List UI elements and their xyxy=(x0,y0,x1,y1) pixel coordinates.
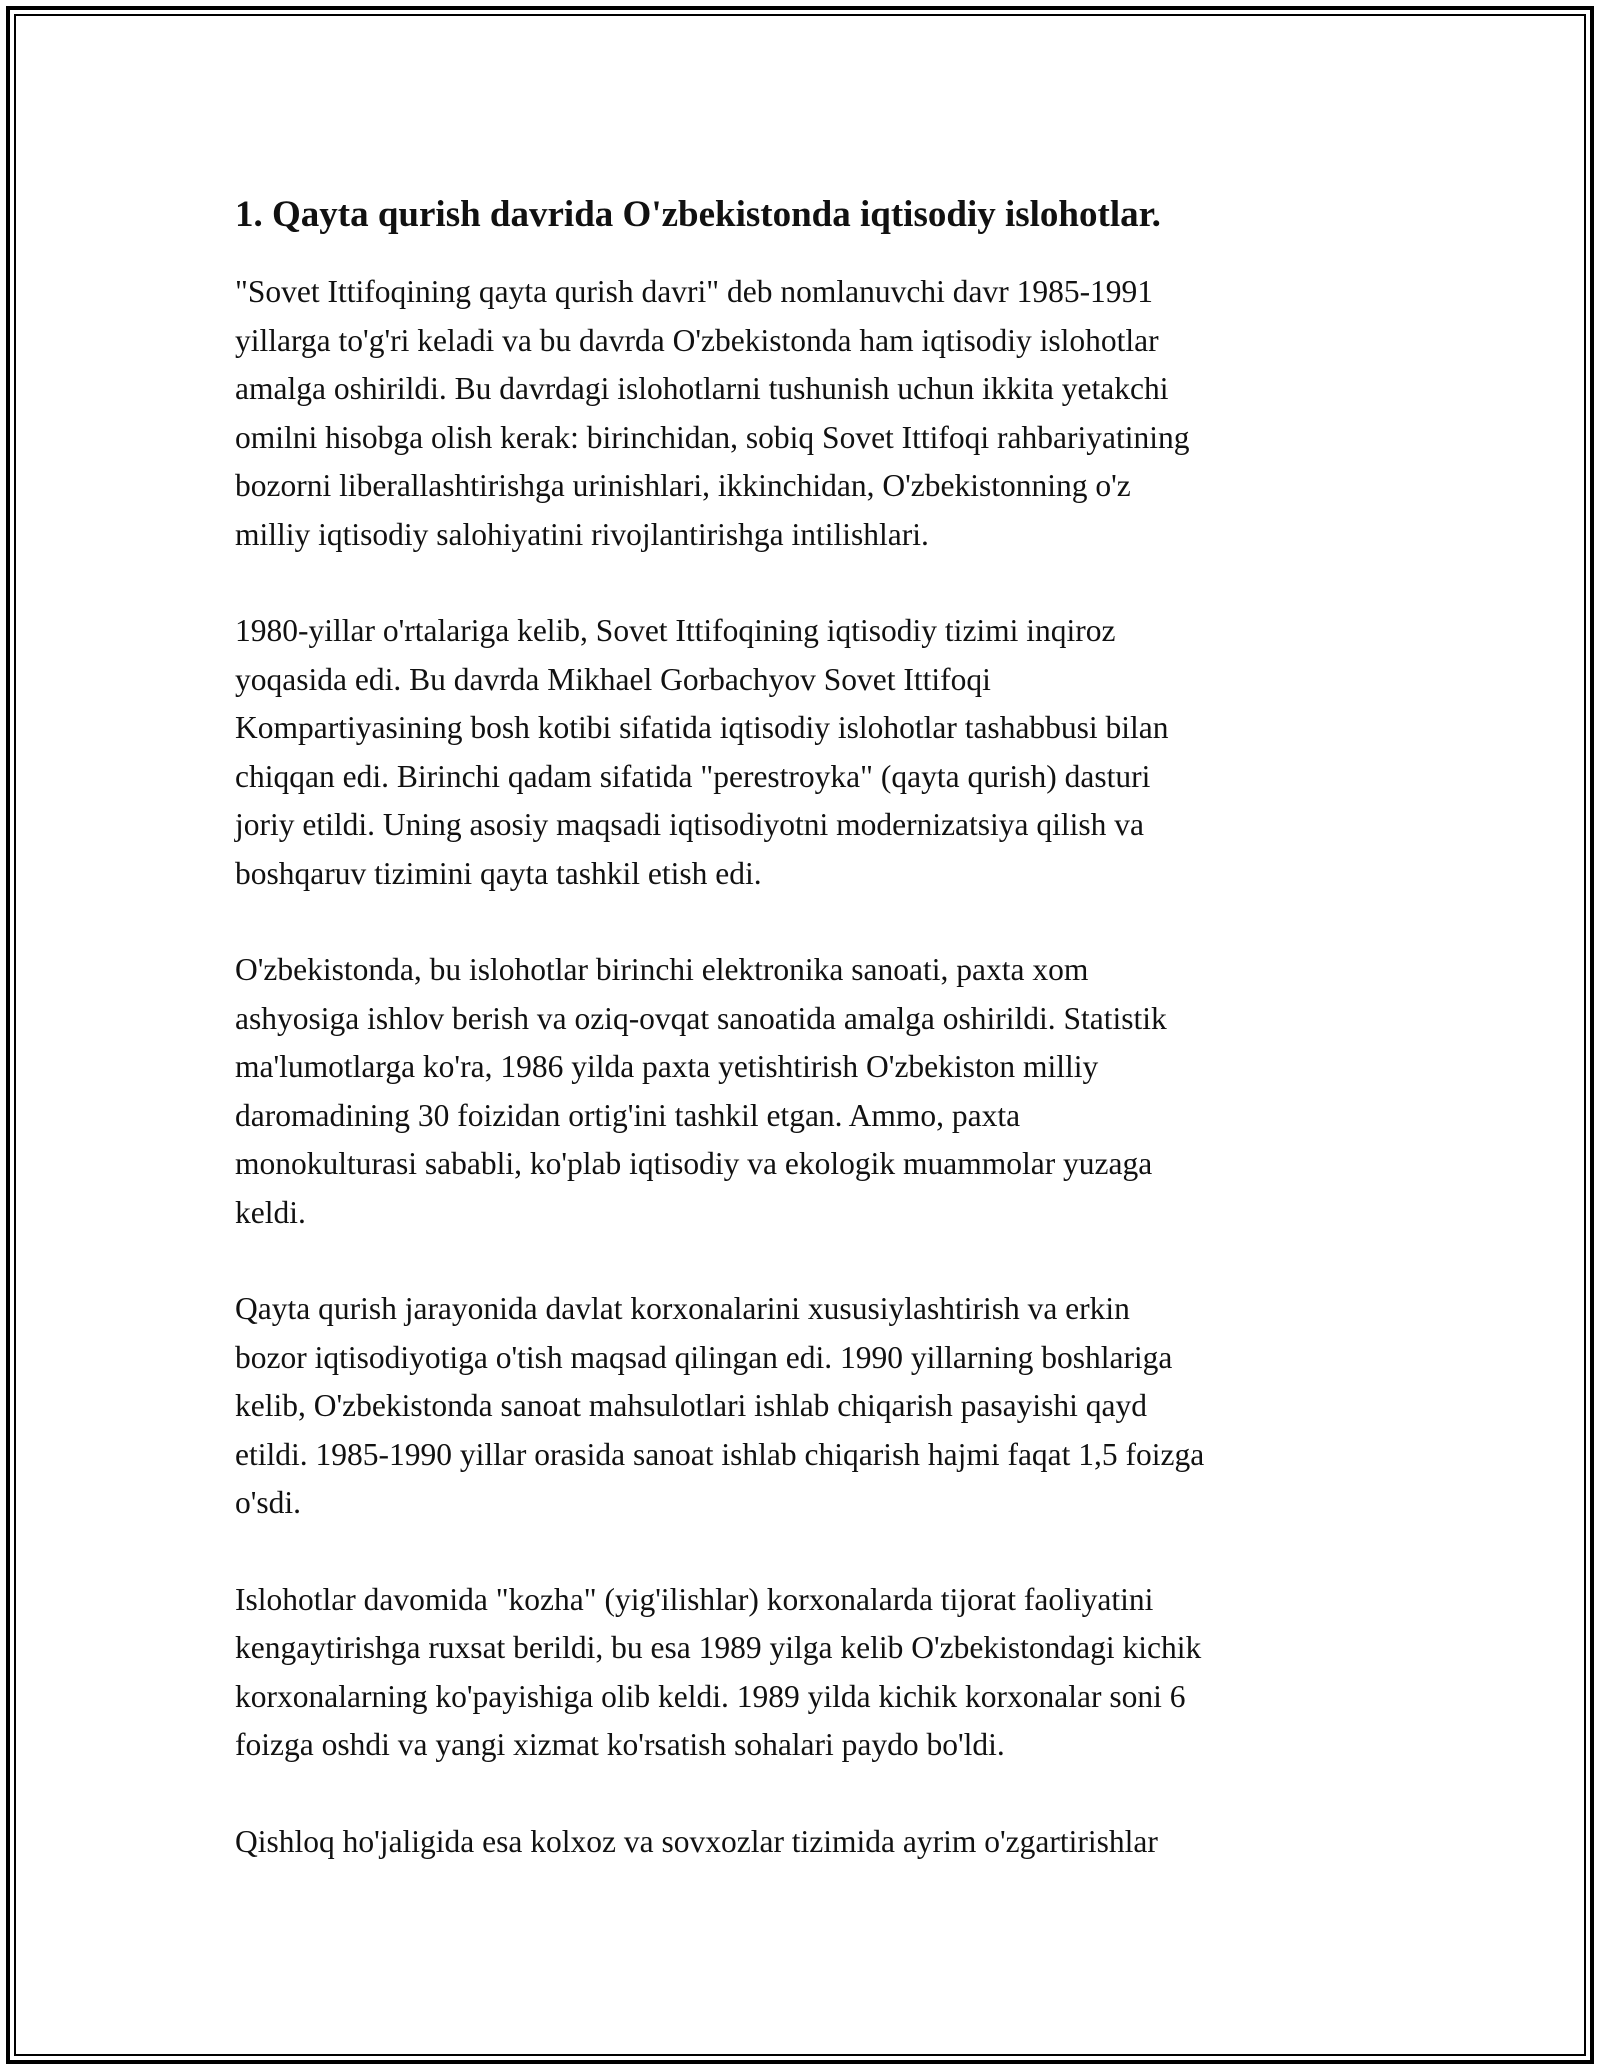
paragraph-5 xyxy=(235,1576,1385,1770)
document-title: 1. Qayta qurish davrida O'zbekistonda iqtisodiy islohotlar. xyxy=(235,194,1161,235)
text-line: foizga oshdi va yangi xizmat ko'rsatish sohalari paydo bo'ldi. xyxy=(235,1727,1005,1762)
paragraph-1 xyxy=(235,268,1385,559)
document-body xyxy=(235,188,1385,1914)
text-line: Islohotlar davomida "kozha" (yig'ilishlar) korxonalarda tijorat faoliyatini xyxy=(235,1581,1154,1617)
paragraph-6 xyxy=(235,1818,1385,1867)
text-line: boshqaruv tizimini qayta tashkil etish edi. xyxy=(235,855,762,891)
text-line: etildi. 1985-1990 yillar orasida sanoat ishlab chiqarish hajmi faqat 1,5 foizga xyxy=(235,1436,1205,1472)
text-line: bozorni liberallashtirishga urinishlari, ikkinchidan, O'zbekistonning o'z xyxy=(235,468,1131,503)
text-line: korxonalarning ko'payishiga olib keldi. 1989 yilda kichik korxonalar soni 6 xyxy=(235,1678,1186,1714)
text-line: ma'lumotlarga ko'ra, 1986 yilda paxta yetishtirish O'zbekiston milliy xyxy=(235,1049,1099,1084)
text-line: ashyosiga ishlov berish va oziq-ovqat sanoatida amalga oshirildi. Statistik xyxy=(235,1000,1167,1036)
text-line: keldi. xyxy=(235,1194,306,1230)
text-line: Kompartiyasining bosh kotibi sifatida iqtisodiy islohotlar tashabbusi bilan xyxy=(235,710,1169,745)
text-line: Qishloq ho'jaligida esa kolxoz va sovxozlar tizimida ayrim o'zgartirishlar xyxy=(235,1823,1158,1859)
text-line: yillarga to'g'ri keladi va bu davrda O'zbekistonda ham iqtisodiy islohotlar xyxy=(235,322,1159,358)
paragraph-2 xyxy=(235,607,1385,898)
text-line: daromadining 30 foizidan ortig'ini tashkil etgan. Ammo, paxta xyxy=(235,1097,1021,1133)
text-line: O'zbekistonda, bu islohotlar birinchi elektronika sanoati, paxta xom xyxy=(235,952,1089,987)
paragraph-3 xyxy=(235,946,1385,1237)
text-line: kengaytirishga ruxsat berildi, bu esa 1989 yilga kelib O'zbekistondagi kichik xyxy=(235,1630,1202,1665)
text-line: chiqqan edi. Birinchi qadam sifatida "perestroyka" (qayta qurish) dasturi xyxy=(235,758,1151,794)
text-line: Qayta qurish jarayonida davlat korxonalarini xususiylashtirish va erkin xyxy=(235,1291,1130,1326)
text-line: omilni hisobga olish kerak: birinchidan, sobiq Sovet Ittifoqi rahbariyatining xyxy=(235,419,1190,455)
text-line: milliy iqtisodiy salohiyatini rivojlantirishga intilishlari. xyxy=(235,516,929,552)
text-line: joriy etildi. Uning asosiy maqsadi iqtisodiyotni modernizatsiya qilish va xyxy=(235,807,1145,842)
text-line: monokulturasi sababli, ko'plab iqtisodiy va ekologik muammolar yuzaga xyxy=(235,1146,1153,1181)
text-line: o'sdi. xyxy=(235,1485,302,1520)
text-line: amalga oshirildi. Bu davrdagi islohotlarni tushunish uchun ikkita yetakchi xyxy=(235,371,1169,406)
text-line: yoqasida edi. Bu davrda Mikhael Gorbachyov Sovet Ittifoqi xyxy=(235,661,991,697)
text-line: kelib, O'zbekistonda sanoat mahsulotlari ishlab chiqarish pasayishi qayd xyxy=(235,1388,1147,1423)
text-line: "Sovet Ittifoqining qayta qurish davri" deb nomlanuvchi davr 1985-1991 xyxy=(235,274,1154,309)
paragraph-4 xyxy=(235,1285,1385,1528)
text-line: bozor iqtisodiyotiga o'tish maqsad qilingan edi. 1990 yillarning boshlariga xyxy=(235,1339,1173,1375)
text-line: 1980-yillar o'rtalariga kelib, Sovet Ittifoqining iqtisodiy tizimi inqiroz xyxy=(235,613,1116,648)
